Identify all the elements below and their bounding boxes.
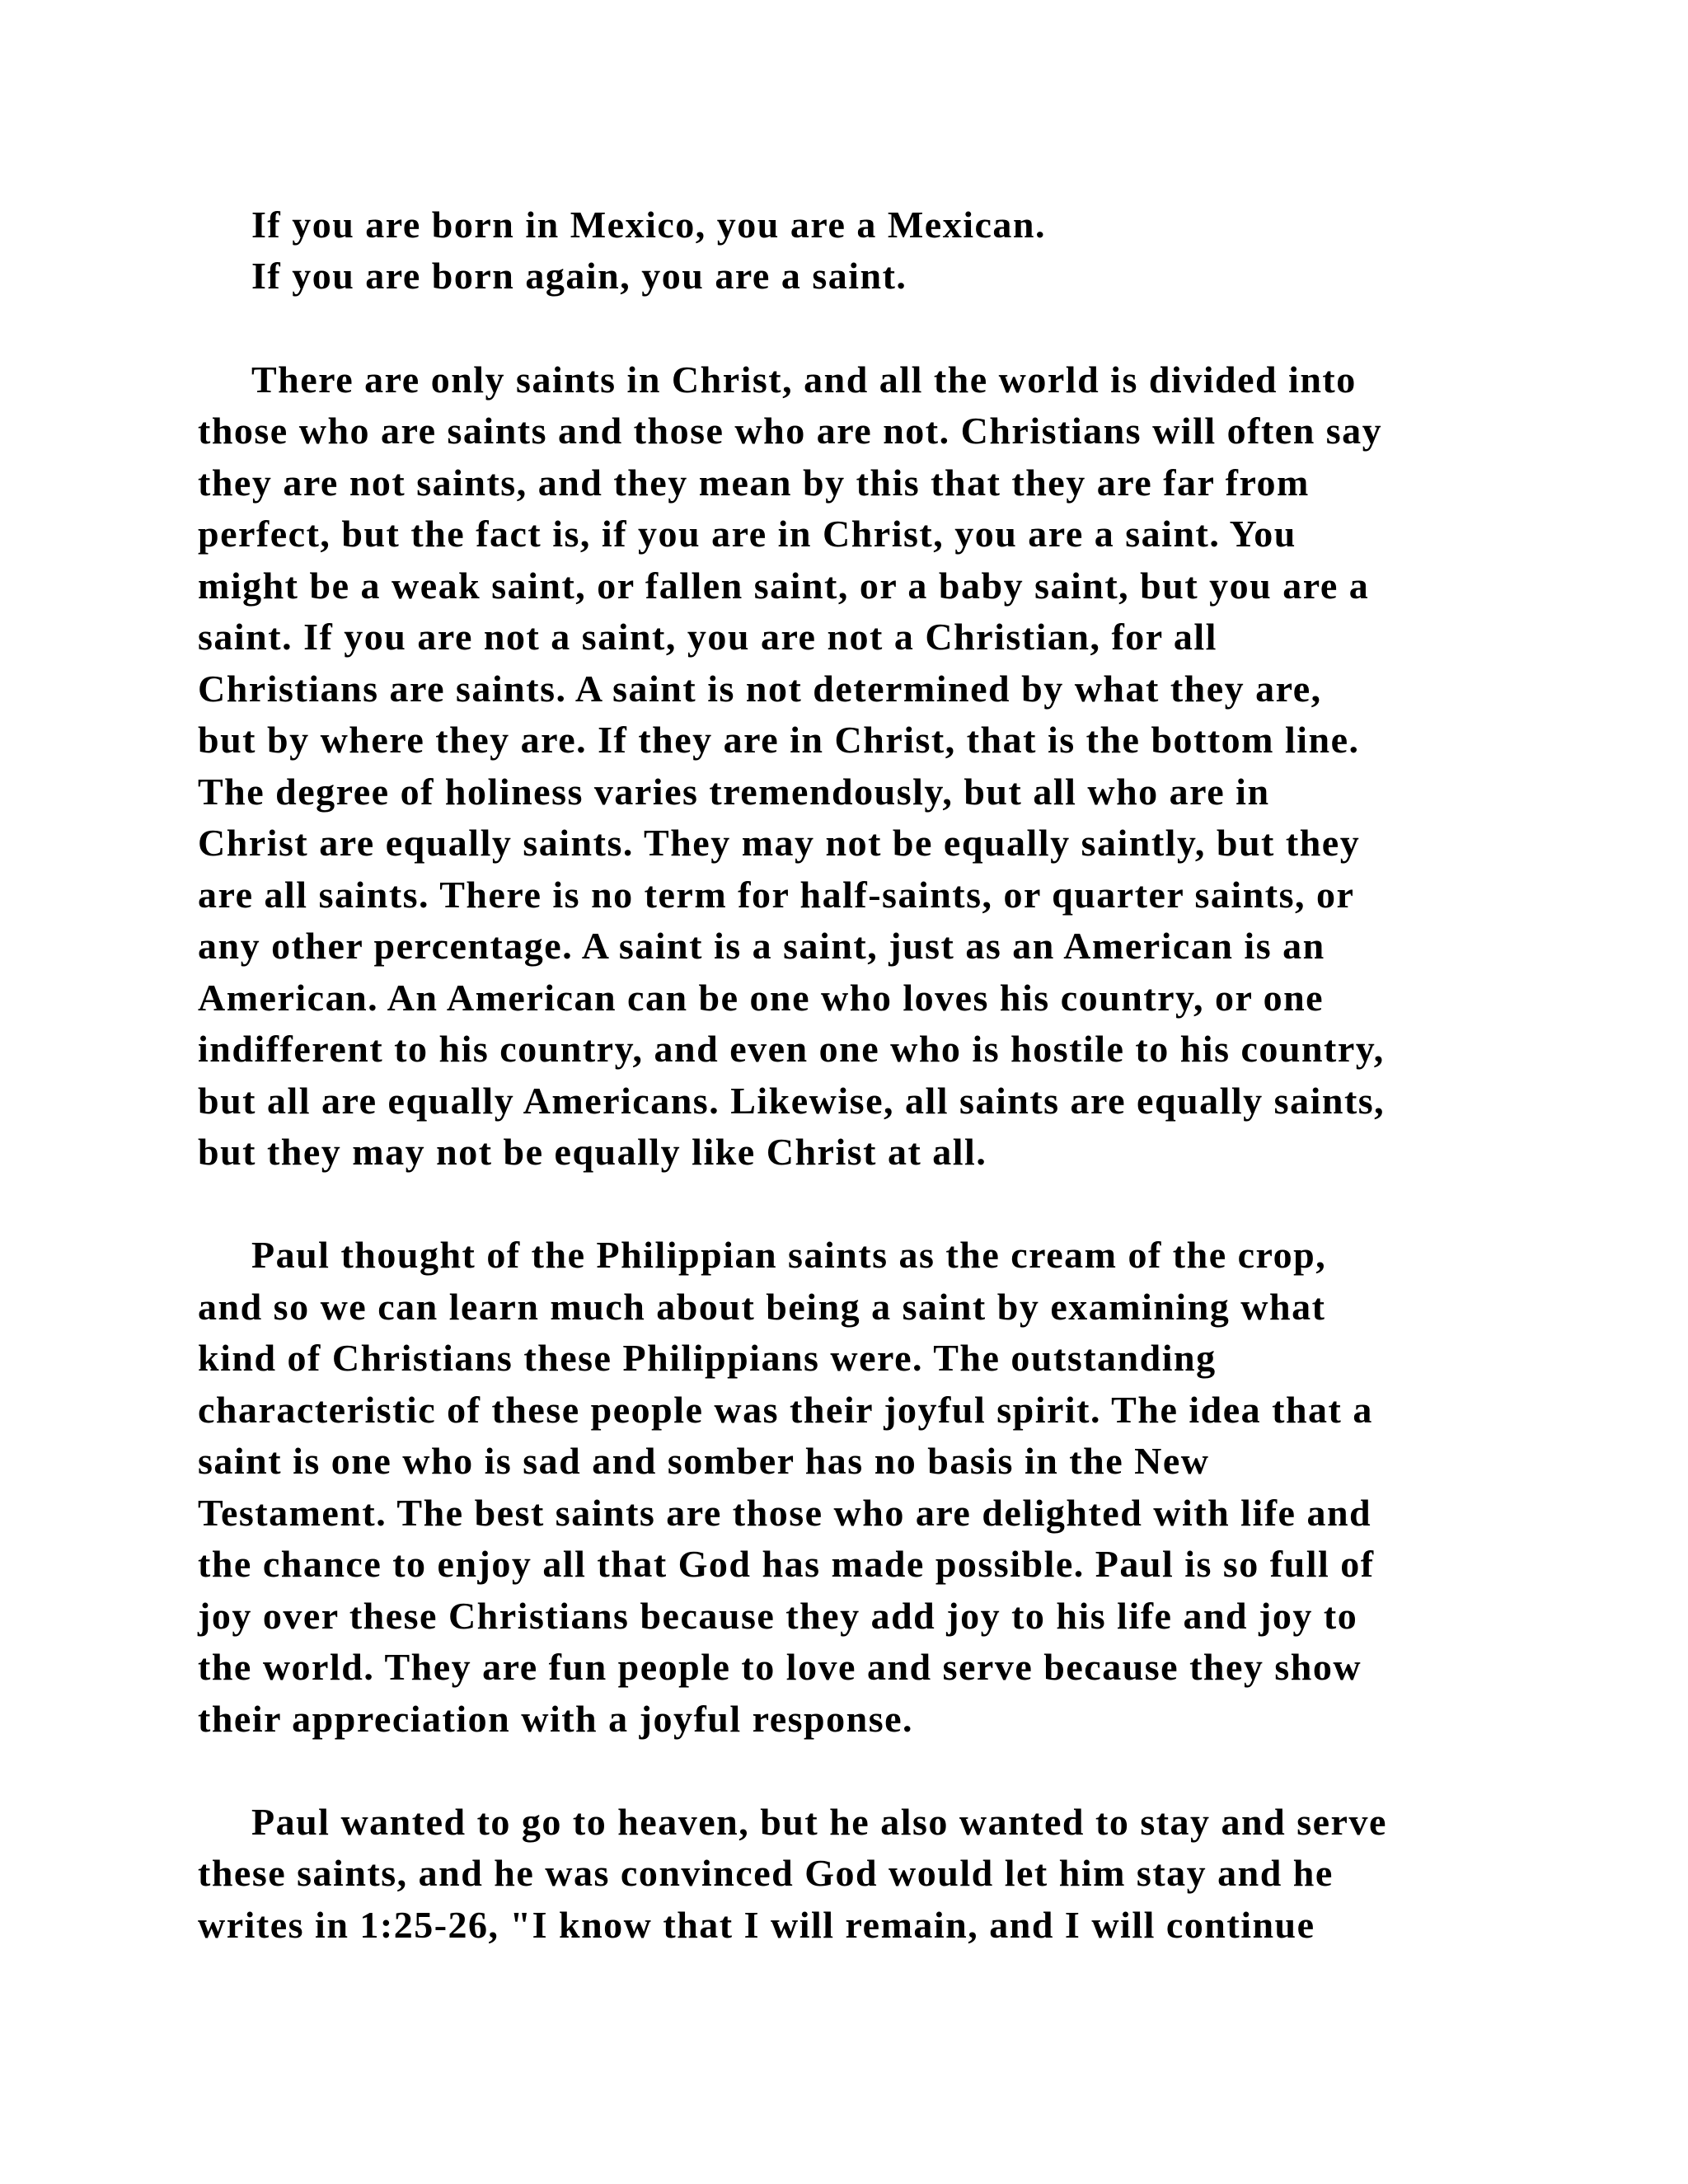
paragraph-1-line: American. An American can be one who loves his country, or one xyxy=(198,977,1325,1019)
paragraph-2-line: their appreciation with a joyful response. xyxy=(198,1698,914,1740)
paragraph-2-line: the world. They are fun people to love and serve because they show xyxy=(198,1646,1362,1688)
paragraph-1-line: indifferent to his country, and even one who is hostile to his country, xyxy=(198,1028,1385,1070)
paragraph-1-line: they are not saints, and they mean by this that they are far from xyxy=(198,462,1310,504)
paragraph-1-line: but they may not be equally like Christ at all. xyxy=(198,1131,987,1173)
paragraph-1-line: perfect, but the fact is, if you are in Christ, you are a saint. You xyxy=(198,513,1296,555)
paragraph-1-line: Christ are equally saints. They may not be equally saintly, but they xyxy=(198,822,1361,864)
paragraph-1-line: are all saints. There is no term for half-saints, or quarter saints, or xyxy=(198,874,1355,916)
intro-line: If you are born in Mexico, you are a Mexican. xyxy=(251,204,1046,246)
paragraph-3-line: these saints, and he was convinced God would let him stay and he xyxy=(198,1852,1334,1894)
paragraph-1-line: but by where they are. If they are in Christ, that is the bottom line. xyxy=(198,719,1360,761)
paragraph-1-line: those who are saints and those who are not. Christians will often say xyxy=(198,410,1383,452)
paragraph-2-line: kind of Christians these Philippians were. The outstanding xyxy=(198,1337,1217,1379)
paragraph-2-line: Paul thought of the Philippian saints as the cream of the crop, xyxy=(251,1234,1327,1276)
paragraph-2-line: joy over these Christians because they add joy to his life and joy to xyxy=(198,1595,1358,1637)
paragraph-2-line: saint is one who is sad and somber has no basis in the New xyxy=(198,1440,1210,1482)
paragraph-1-line: might be a weak saint, or fallen saint, or a baby saint, but you are a xyxy=(198,565,1370,607)
paragraph-1-line: Christians are saints. A saint is not determined by what they are, xyxy=(198,668,1322,710)
paragraph-1-line: any other percentage. A saint is a saint, just as an American is an xyxy=(198,925,1325,967)
paragraph-1-line: but all are equally Americans. Likewise, all saints are equally saints, xyxy=(198,1080,1386,1122)
paragraph-2-line: Testament. The best saints are those who are delighted with life and xyxy=(198,1492,1372,1534)
paragraph-2-line: characteristic of these people was their joyful spirit. The idea that a xyxy=(198,1389,1373,1431)
paragraph-2-line: the chance to enjoy all that God has made possible. Paul is so full of xyxy=(198,1543,1375,1585)
paragraph-2-line: and so we can learn much about being a saint by examining what xyxy=(198,1286,1326,1328)
paragraph-1-line: The degree of holiness varies tremendously, but all who are in xyxy=(198,771,1270,813)
paragraph-3-line: Paul wanted to go to heaven, but he also wanted to stay and serve xyxy=(251,1801,1387,1843)
paragraph-1-line: saint. If you are not a saint, you are not a Christian, for all xyxy=(198,616,1217,658)
paragraph-1-line: There are only saints in Christ, and all the world is divided into xyxy=(251,359,1357,401)
paragraph-3-line: writes in 1:25-26, "I know that I will remain, and I will continue xyxy=(198,1904,1315,1946)
intro-line: If you are born again, you are a saint. xyxy=(251,255,907,297)
